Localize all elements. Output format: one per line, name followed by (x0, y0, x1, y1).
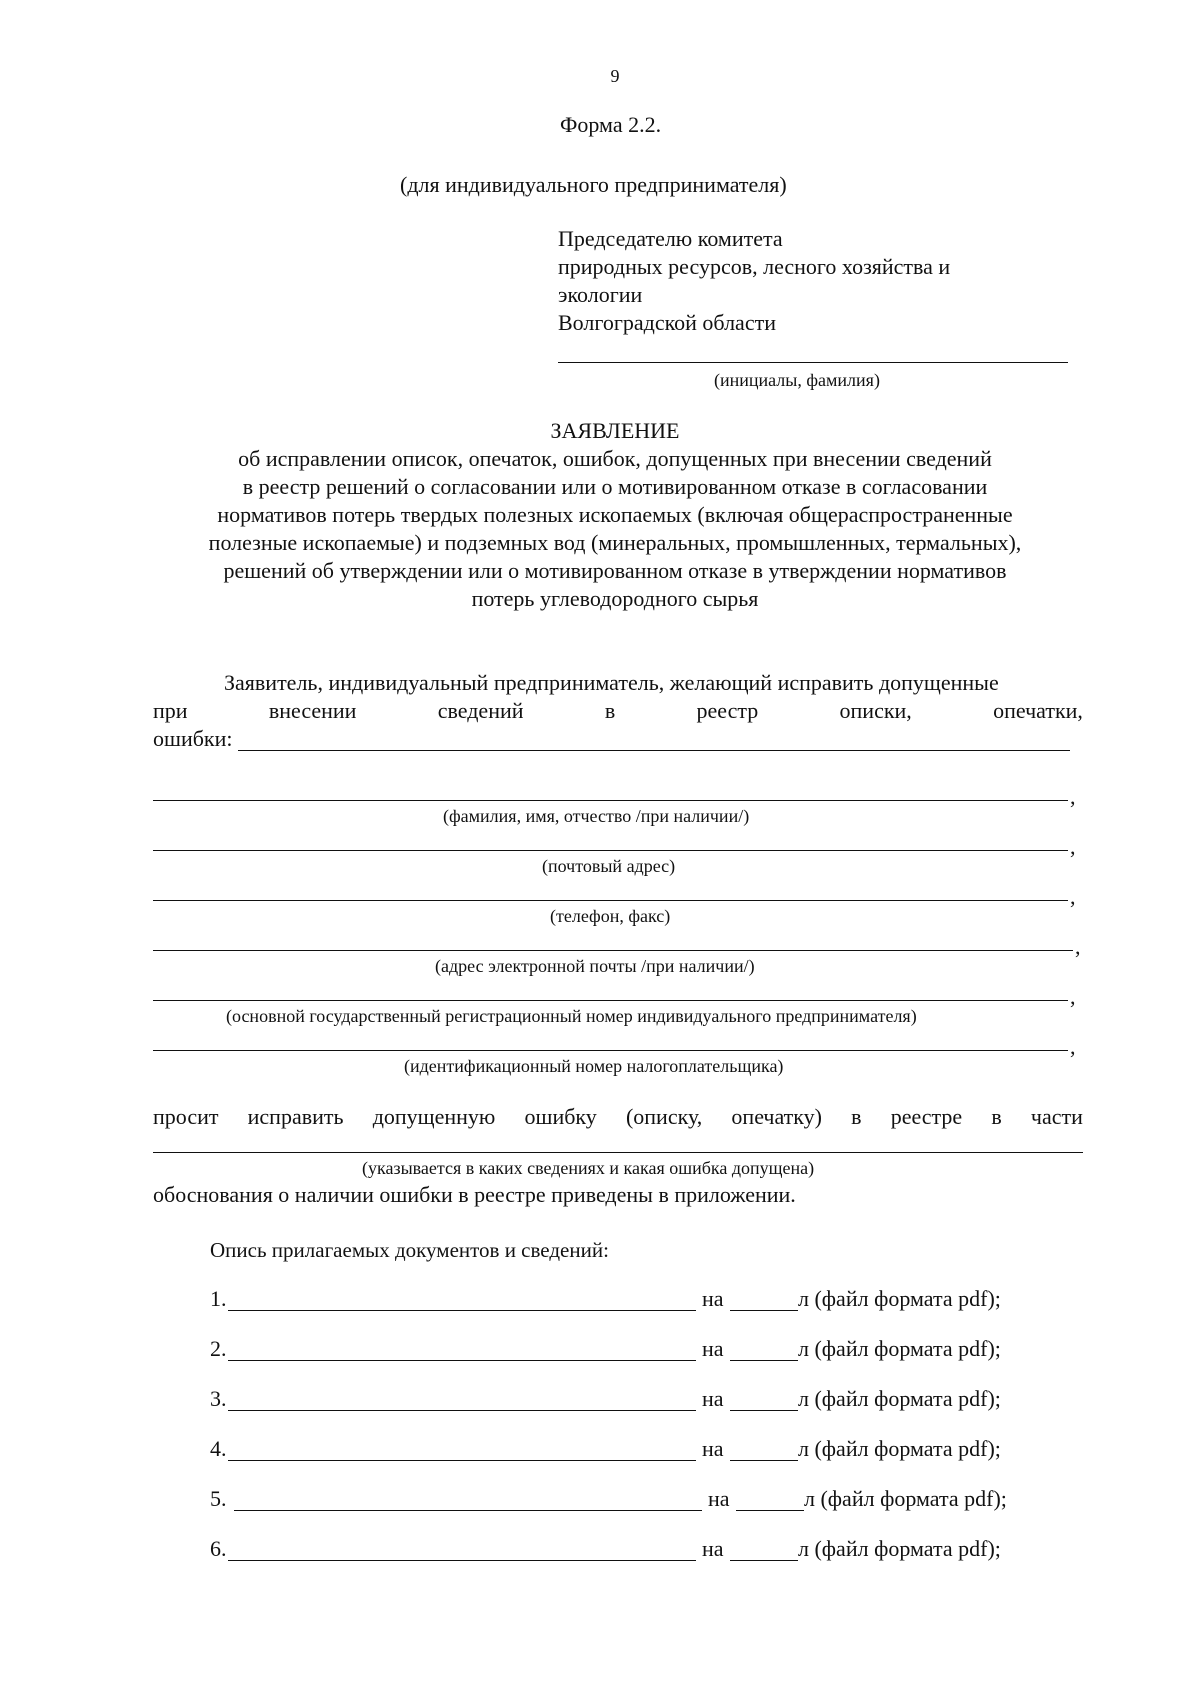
request-input-line[interactable] (153, 1152, 1083, 1153)
field-comma: , (1070, 884, 1076, 909)
inventory-item-tail: л (файл формата pdf); (798, 1336, 1001, 1361)
form-label: Форма 2.2. (560, 112, 662, 137)
request-caption: (указывается в каких сведениях и какая ошибка допущена) (362, 1158, 815, 1178)
justification-text: обоснования о наличии ошибки в реестре приведены в приложении. (153, 1182, 796, 1207)
field-comma: , (1070, 1034, 1076, 1059)
caption-email: (адрес электронной почты /при наличии/) (435, 956, 755, 976)
addressee-caption: (инициалы, фамилия) (714, 370, 880, 390)
request-word: (описку, (625, 1104, 703, 1129)
inventory-title: Опись прилагаемых документов и сведений: (210, 1238, 609, 1262)
inventory-item (0, 1286, 1200, 1316)
inventory-item-pages-line[interactable] (730, 1360, 798, 1361)
inventory-item-na: на (702, 1536, 724, 1561)
title-line-6: потерь углеводородного сырья (471, 586, 759, 611)
inventory-item-name-line[interactable] (228, 1560, 696, 1561)
form-subtitle: (для индивидуального предпринимателя) (400, 172, 787, 197)
addressee-line-2: природных ресурсов, лесного хозяйства и (558, 254, 951, 279)
request-word: опечатку) (731, 1104, 822, 1129)
inventory-item-tail: л (файл формата pdf); (804, 1486, 1007, 1511)
caption-postal: (почтовый адрес) (542, 856, 676, 876)
intro-word: описки, (839, 698, 912, 723)
field-line-postal[interactable] (153, 850, 1068, 851)
inventory-item-pages-line[interactable] (730, 1460, 798, 1461)
inventory-item-tail: л (файл формата pdf); (798, 1386, 1001, 1411)
title-line-4: полезные ископаемые) и подземных вод (минеральных, промышленных, термальных), (208, 530, 1022, 555)
request-word: ошибку (524, 1104, 597, 1129)
inventory-item-name-line[interactable] (228, 1310, 696, 1311)
intro-word: опечатки, (993, 698, 1083, 723)
caption-inn: (идентификационный номер налогоплательщика) (404, 1056, 784, 1076)
request-word: реестре (890, 1104, 963, 1129)
title-line-1: об исправлении описок, опечаток, ошибок, допущенных при внесении сведений (238, 446, 992, 471)
inventory-item-na: на (702, 1286, 724, 1311)
field-line-fio[interactable] (153, 800, 1068, 801)
inventory-item-name-line[interactable] (228, 1360, 696, 1361)
inventory-item-na: на (702, 1436, 724, 1461)
errors-input-line[interactable] (238, 750, 1070, 751)
field-line-inn[interactable] (153, 1050, 1068, 1051)
intro-word: внесении (268, 698, 357, 723)
inventory-item-number: 3. (210, 1386, 227, 1411)
addressee-line-1: Председателю комитета (558, 226, 783, 251)
field-line-email[interactable] (153, 950, 1073, 951)
inventory-item-na: на (702, 1336, 724, 1361)
caption-phone: (телефон, факс) (550, 906, 671, 926)
inventory-item-pages-line[interactable] (730, 1410, 798, 1411)
page-number: 9 (610, 66, 620, 86)
caption-fio: (фамилия, имя, отчество /при наличии/) (443, 806, 750, 826)
request-word: в (851, 1104, 862, 1129)
title-line-2: в реестр решений о согласовании или о мотивированном отказе в согласовании (242, 474, 988, 499)
request-word: просит (153, 1104, 219, 1129)
request-word: исправить (247, 1104, 344, 1129)
title-line-3: нормативов потерь твердых полезных ископаемых (включая общераспространенные (217, 502, 1013, 527)
inventory-item (0, 1386, 1200, 1416)
inventory-item-number: 2. (210, 1336, 227, 1361)
inventory-item (0, 1536, 1200, 1566)
inventory-item-tail: л (файл формата pdf); (798, 1436, 1001, 1461)
inventory-item-number: 5. (210, 1486, 227, 1511)
inventory-item-name-line[interactable] (234, 1510, 702, 1511)
inventory-item-pages-line[interactable] (730, 1560, 798, 1561)
inventory-item-number: 4. (210, 1436, 227, 1461)
intro-word: при (153, 698, 188, 723)
field-line-phone[interactable] (153, 900, 1068, 901)
request-word: допущенную (372, 1104, 496, 1129)
field-comma: , (1070, 984, 1076, 1009)
addressee-line-3: экологии (558, 282, 643, 307)
inventory-item (0, 1436, 1200, 1466)
inventory-item-name-line[interactable] (228, 1410, 696, 1411)
addressee-line-4: Волгоградской области (558, 310, 776, 335)
inventory-item (0, 1486, 1200, 1516)
inventory-item-na: на (708, 1486, 730, 1511)
request-word: части (1030, 1104, 1083, 1129)
inventory-item-tail: л (файл формата pdf); (798, 1286, 1001, 1311)
field-comma: , (1075, 934, 1081, 959)
field-comma: , (1070, 834, 1076, 859)
title-line-5: решений об утверждении или о мотивированном отказе в утверждении нормативов (223, 558, 1007, 583)
inventory-item-number: 6. (210, 1536, 227, 1561)
inventory-item-name-line[interactable] (228, 1460, 696, 1461)
inventory-item-number: 1. (210, 1286, 227, 1311)
request-line (153, 1104, 1083, 1130)
addressee-name-line (558, 362, 1068, 363)
inventory-item-pages-line[interactable] (730, 1310, 798, 1311)
intro-line-2 (153, 698, 1083, 724)
inventory-item-tail: л (файл формата pdf); (798, 1536, 1001, 1561)
inventory-item-pages-line[interactable] (736, 1510, 804, 1511)
inventory-item-na: на (702, 1386, 724, 1411)
intro-word: сведений (437, 698, 524, 723)
request-word: в (991, 1104, 1002, 1129)
inventory-item (0, 1336, 1200, 1366)
intro-line-3: ошибки: (153, 726, 233, 751)
field-line-ogrnip[interactable] (153, 1000, 1068, 1001)
intro-line-1: Заявитель, индивидуальный предприниматель, желающий исправить допущенные (224, 670, 999, 695)
intro-word: реестр (696, 698, 759, 723)
document-title: ЗАЯВЛЕНИЕ (550, 418, 680, 443)
field-comma: , (1070, 784, 1076, 809)
intro-word: в (604, 698, 616, 723)
caption-ogrnip: (основной государственный регистрационный номер индивидуального предпринимателя) (226, 1006, 917, 1026)
